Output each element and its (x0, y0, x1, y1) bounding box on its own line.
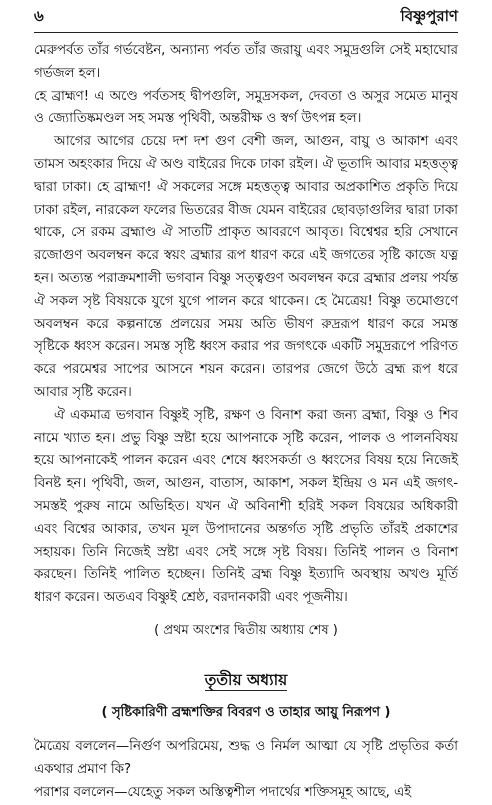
page-number: ৬ (34, 7, 44, 25)
header-rule (34, 32, 458, 33)
page-header (34, 8, 458, 30)
paragraph: পরাশর বললেন—যেহেতু সকল অস্তিত্বশীল পদার্থের শক্তিসমূহ আছে, এই (34, 784, 412, 800)
chapter-end-note: ( প্রথম অংশের দ্বিতীয় অধ্যায় শেষ ) (154, 622, 338, 638)
paragraph: হে ব্রাহ্মণ! এ অণ্ডে পর্বতসহ দ্বীপগুলি, সমুদ্রসকল, দেবতা ও অসুর সমেত মানুষ ও জ্যোতিষ্কমণ্ডল সহ সমস্ত পৃথিবী, অন্তরীক্ষ ও স্বর্গ উৎপন্ন হল। (34, 88, 458, 127)
chapter-heading-text: তৃতীয় অধ্যায় (204, 670, 288, 689)
running-title: বিষ্ণুপুরাণ (400, 7, 458, 25)
paragraph: মেরুপর্বত তাঁর গর্ভবেষ্টন, অন্যান্য পর্বত তাঁর জরায়ু এবং সমুদ্রগুলি সেই মহাঘোর গর্ভজল হল। (34, 43, 458, 81)
paragraph: মৈত্রেয় বললেন—নির্গুণ অপরিমেয়, শুদ্ধ ও নির্মল আত্মা যে সৃষ্টি প্রভৃতির কর্তা একথার প্রমাণ কি? (34, 739, 458, 778)
chapter-subtitle: ( সৃষ্টিকারিণী ব্রহ্মশক্তির বিবরণ ও তাহার আয়ু নিরূপণ ) (101, 704, 391, 720)
paragraph: ঐ একমাত্র ভগবান বিষ্ণুই সৃষ্টি, রক্ষণ ও বিনাশ করা জন্য ব্রহ্মা, বিষ্ণু ও শিব নামে খ্যাত হন। প্রভু বিষ্ণু স্রষ্টা হয়ে আপনাকে সৃষ্টি করেন, পালক ও পালনবিষয় হয়ে আপনাকেই পালন করেন এবং শেষে ধ্বংসকর্তা ও ধ্বংসের বিষয় হয়ে নিজেই বিনষ্ট হন। পৃথিবী, জল, আগুন, বাতাস, আকাশ, সকল ইন্দ্রিয় ও মন এই জগৎ-সমস্তই পুরুষ নামে অভিহিত। যখন ঐ অবিনাশী হরিই সকল বিষয়ের অধিকারী এবং বিশ্বের আকার, তখন মূল উপাদানের অন্তর্গত সৃষ্টি প্রভৃতি তাঁরই প্রকাশের সহায়ক। তিনি নিজেই স্রষ্টা এবং সেই সঙ্গে সৃষ্ট বিষয়। তিনিই পালন ও বিনাশ করছেন। তিনিই পালিত হচ্ছেন। তিনিই ব্রহ্ম বিষ্ণু ইত্যাদি অবস্থায় অখণ্ড মূর্তি ধারণ করেন। অতএব বিষ্ণুই শ্রেষ্ঠ, বরদানকারী এবং পূজনীয়। (34, 407, 458, 606)
page-body (34, 40, 458, 805)
paragraph: আগের আগের চেয়ে দশ দশ গুণ বেশী জল, আগুন, বায়ু ও আকাশ এবং তামস অহংকার দিয়ে ঐ অণ্ড বাইরের দিকে ঢাকা রইল। ঐ ভূতাদি আবার মহত্তত্ত্ব দ্বারা ঢাকা। হে ব্রাহ্মণ! ঐ সকলের সঙ্গে মহত্তত্ত্ব আবার অপ্রকাশিত প্রকৃতি দিয়ে ঢাকা রইল, নারকেল ফলের ভিতরের বীজ যেমন বাইরের ছোবড়াগুলির দ্বারা ঢাকা থাকে, সে রকম ব্রহ্মাণ্ড ঐ সাতটি প্রাকৃত আবরণে আবৃত। বিশ্বেশ্বর হরি সেখানে রজোগুণ অবলম্বন করে স্বয়ং ব্রহ্মার রূপ ধারণ করে এই জগতের সৃষ্টি কাজে যত্ন হন। অত্যন্ত পরাক্রমশালী ভগবান বিষ্ণু সত্ত্বগুণ অবলম্বন করে ব্রহ্মার প্রলয় পর্যন্ত ঐ সকল সৃষ্ট বিষয়কে যুগে যুগে পালন করে থাকেন। হে মৈত্রেয়! বিষ্ণু তমোগুণে অবলম্বন করে কল্পনান্তে প্রলয়ের সময় অতি ভীষণ রুদ্ররূপ ধারণ করে সমস্ত সৃষ্টিকে ধ্বংস করেন। সমস্ত সৃষ্টি ধ্বংস করার পর জগৎকে একটি সমুদ্ররূপে পরিণত করে পরমেশ্বর সাপের আসনে শয়ন করেন। তারপর জেগে উঠে ব্রহ্ম রূপ ধরে আবার সৃষ্টি করেন। (34, 134, 458, 400)
chapter-heading (34, 669, 458, 692)
